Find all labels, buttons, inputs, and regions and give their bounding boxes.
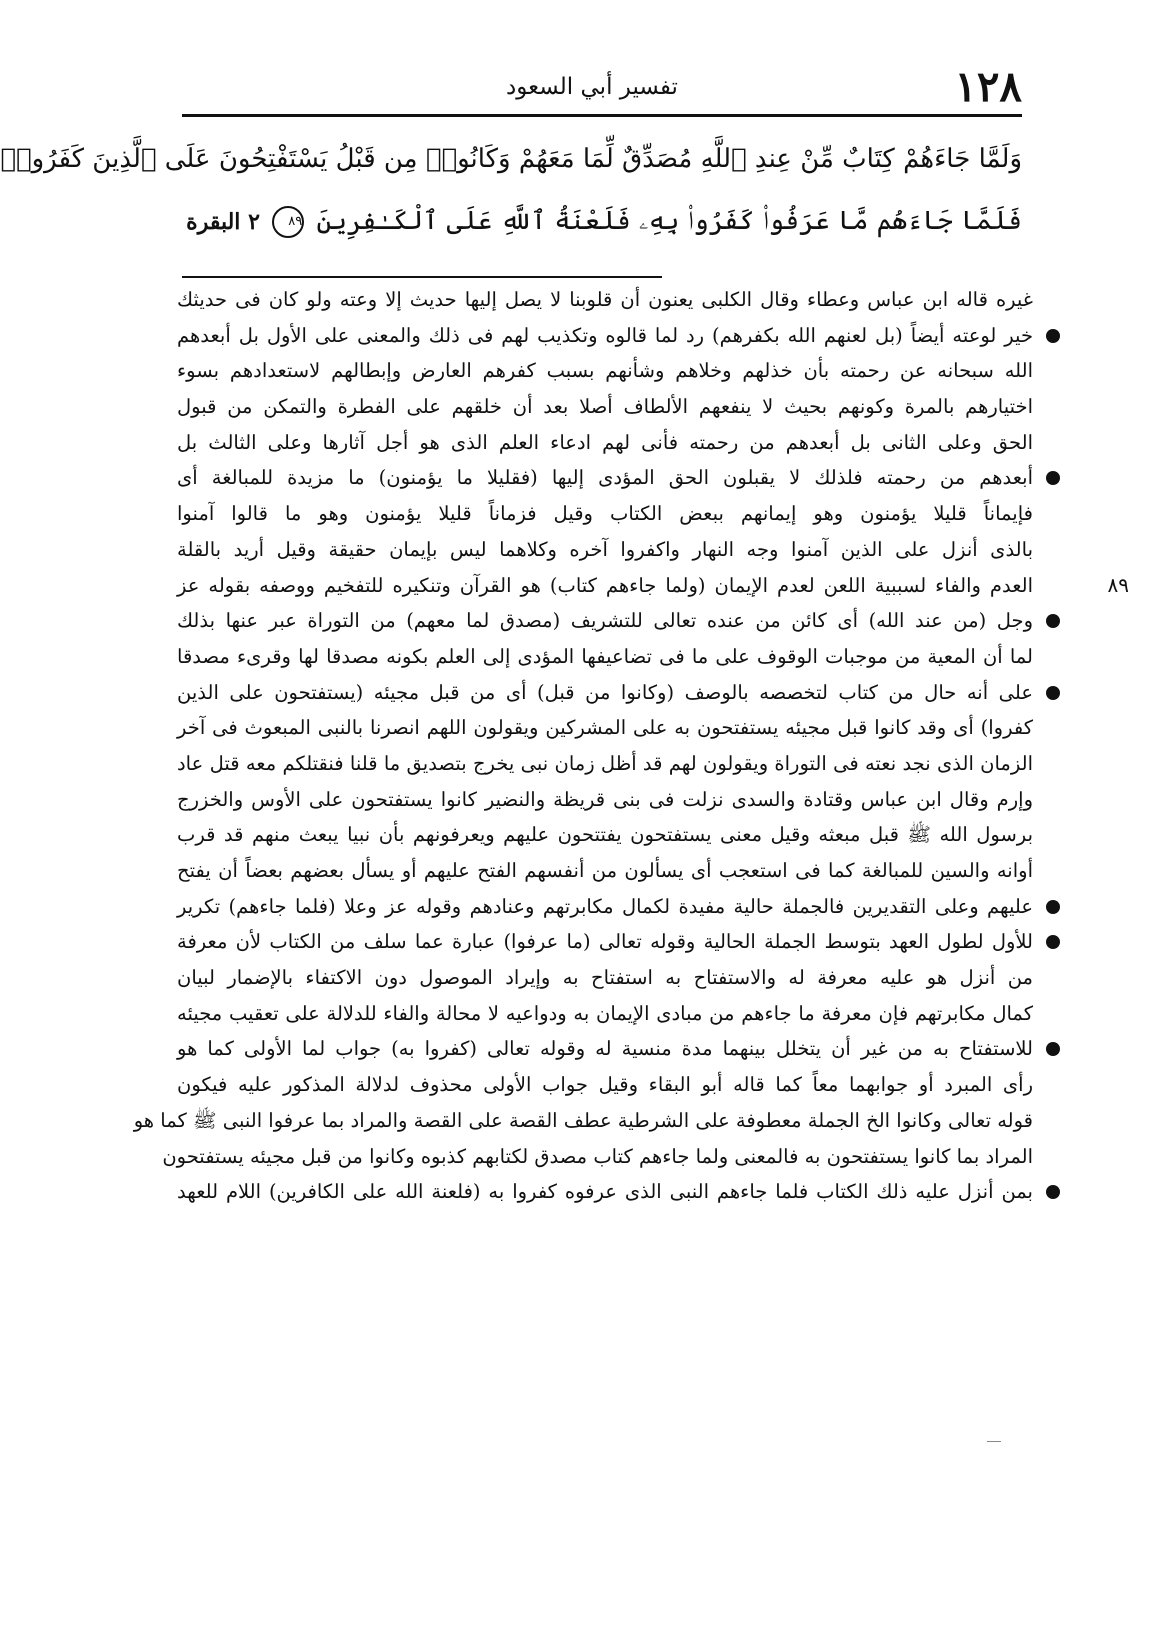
commentary-line — [177, 746, 1033, 782]
commentary-line-text: وإرم وقال ابن عباس وقتادة والسدى نزلت فى بنى قريظة والنضير كانوا يستفتحون على الأوس والخزرج — [177, 787, 1033, 811]
bullet-marker-icon — [1046, 614, 1060, 628]
page-number: ١٢٨ — [954, 62, 1022, 111]
commentary-line-text: كمال مكابرتهم فإن معرفة ما جاءهم من مبادى الإيمان به ودواعيه لا محالة والفاء للدلالة على تعقيب مجيئه — [177, 1001, 1033, 1025]
commentary-line — [177, 924, 1033, 960]
commentary-line-text: غيره قاله ابن عباس وعطاء وقال الكلبى يعنون أن قلوبنا لا يصل إليها حديث إلا وعته ولو كان فى حديثك — [177, 288, 1033, 311]
verse-line-2 — [182, 190, 1022, 252]
commentary-line-text: برسول الله ﷺ قبل مبعثه وقيل معنى يستفتحون يفتتحون عليهم ويعرفونهم بأن نبيا يبعث منهم قد قرب — [177, 823, 1033, 847]
header-rule — [182, 114, 1022, 117]
commentary-line-text: لما أن المعية من موجبات الوقوف على ما فى تضاعيفها المؤدى إلى العلم بكونه مصدقا لها وقرىء مصدقا — [177, 644, 1033, 668]
commentary-line — [133, 1103, 1033, 1139]
bullet-marker-icon — [1046, 1185, 1060, 1199]
bullet-marker-icon — [1046, 686, 1060, 700]
commentary-line-text: للأول لطول العهد بتوسط الجملة الحالية وقوله تعالى (ما عرفوا) عبارة عما سلف من الكتاب لأن معرفة — [177, 930, 1033, 954]
commentary-line — [177, 1067, 1033, 1103]
commentary-line-text: العدم والفاء لسببية اللعن لعدم الإيمان (ولما جاءهم كتاب) هو القرآن وتنكيره للتفخيم ووصفه بقوله عز — [177, 573, 1033, 597]
commentary-line-text: من أنزل هو عليه معرفة له والاستفتاح به استفتاح به وإيراد الموصول دون الاكتفاء بالإضمار لبيان — [177, 966, 1033, 990]
commentary-line — [177, 817, 1033, 853]
commentary-line — [177, 568, 1129, 604]
commentary-line — [177, 318, 1033, 354]
verse-line-1: وَلَمَّا جَاءَهُمْ كِتَابٌ مِّنْ عِندِ ٱللَّهِ مُصَدِّقٌ لِّمَا مَعَهُمْ وَكَانُوا۟ مِن قَبْلُ يَسْتَفْتِحُونَ عَلَى ٱلَّذِينَ كَفَرُوا۟ — [0, 144, 1022, 174]
commentary-line — [177, 425, 1033, 461]
commentary-line — [177, 1031, 1033, 1067]
commentary-line — [177, 496, 1033, 532]
commentary-line — [177, 996, 1033, 1032]
running-title: تفسير أبي السعود — [506, 74, 678, 100]
commentary-line-text: الزمان الذى نجد نعته فى التوراة ويقولون لهم قد أظل زمان نبى يخرج بتصديق ما قلنا فنقتلكم معه قتل عاد — [177, 751, 1033, 775]
margin-verse-number: ٨٩ — [1107, 572, 1129, 597]
section-rule — [182, 276, 662, 278]
commentary-line — [177, 1174, 1033, 1210]
commentary-line-text: رأى المبرد أو جوابهما معاً كما قاله أبو البقاء وقيل جواب الأولى محذوف لدلالة المذكور عليه فيكون — [177, 1073, 1033, 1097]
commentary-line — [177, 460, 1033, 496]
commentary-line — [177, 782, 1033, 818]
commentary-line-text: أوانه والسين للمبالغة كما فى استعجب أى يسألون من أنفسهم الفتح عليهم أو يسأل بعضهم بعضاً أن يفتح — [177, 859, 1033, 882]
commentary-line — [177, 889, 1033, 925]
quran-verse-block — [0, 128, 1022, 270]
verse-line-2-text: فَلَمَّا جَاءَهُم مَّا عَرَفُوا۟ كَفَرُوا۟ بِهِۦ فَلَعْنَةُ ٱللَّهِ عَلَى ٱلْكَـٰفِرِينَ — [316, 206, 1022, 236]
commentary-line — [177, 603, 1033, 639]
commentary-line — [177, 960, 1033, 996]
commentary-line-text: على أنه حال من كتاب لتخصصه بالوصف (وكانوا من قبل) أى من قبل مجيئه (يستفتحون على الذين — [177, 680, 1033, 704]
bullet-marker-icon — [1046, 935, 1060, 949]
commentary-line-text: وجل (من عند الله) أى كائن من عنده تعالى للتشريف (مصدق لما معهم) من التوراة عبر عنها بذلك — [177, 609, 1033, 633]
commentary-line — [177, 353, 1033, 389]
commentary-line — [162, 1139, 1033, 1175]
commentary-line — [177, 639, 1033, 675]
bottom-mark — [987, 1441, 1001, 1442]
commentary-line-text: خير لوعته أيضاً (بل لعنهم الله بكفرهم) رد لما قالوه وتكذيب لهم فى ذلك والمعنى على الأول بل أبعدهم — [177, 323, 1033, 347]
ayah-end-marker: ٨٩ — [272, 206, 304, 238]
commentary-line-text: الحق وعلى الثانى بل أبعدهم من رحمته فأنى لهم ادعاء العلم الذى هو أجل آثارها وعلى الثالث بل — [177, 430, 1033, 454]
bullet-marker-icon — [1046, 329, 1060, 343]
page-header — [162, 62, 1022, 112]
commentary-line-text: للاستفتاح به من غير أن يتخلل بينهما مدة منسية له وقوله تعالى (كفروا به) جواب لما الأولى كما هو — [177, 1037, 1033, 1061]
commentary-line — [177, 532, 1033, 568]
bullet-marker-icon — [1046, 1042, 1060, 1056]
commentary-line — [177, 710, 1033, 746]
commentary-line — [177, 389, 1033, 425]
surah-reference: ٢ البقرة — [186, 209, 260, 235]
commentary-line-text: أبعدهم من رحمته فلذلك لا يقبلون الحق المؤدى إليها (فقليلا ما يؤمنون) ما مزيدة للمبالغة أى — [177, 466, 1033, 490]
commentary-line-text: عليهم وعلى التقديرين فالجملة حالية مفيدة لكمال مكابرتهم وعنادهم وقوله عز وعلا (فلما جاءهم) تكرير — [177, 894, 1033, 918]
bullet-marker-icon — [1046, 900, 1060, 914]
commentary-line-text: بمن أنزل عليه ذلك الكتاب فلما جاءهم النبى الذى عرفوه كفروا به (فلعنة الله على الكافرين) اللام للعهد — [177, 1180, 1033, 1204]
commentary-body — [133, 282, 1129, 1210]
commentary-line-text: اختيارهم بالمرة وكونهم بحيث لا ينفعهم الألطاف أصلا بعد أن خلقهم على الفطرة والتمكن من قبول — [177, 395, 1033, 419]
commentary-line-text: بالذى أنزل على الذين آمنوا وجه النهار واكفروا آخره وكلاهما ليس بإيمان حقيقة وقيل أريد بالقلة — [177, 537, 1033, 561]
commentary-line-text: الله سبحانه عن رحمته بأن خذلهم وخلاهم وشأنهم بسبب كفرهم العارض وإبطالهم لاستعدادهم بسوء — [177, 359, 1033, 383]
commentary-line — [177, 282, 1033, 318]
commentary-line-text: فإيماناً قليلا يؤمنون وهو إيمانهم ببعض الكتاب وقيل فزماناً قليلا يؤمنون وهو ما قالوا آمنوا — [177, 502, 1033, 526]
commentary-line — [177, 853, 1033, 889]
commentary-line-text: المراد بما كانوا يستفتحون به فالمعنى ولما جاءهم كتاب مصدق لكتابهم كذبوه وكانوا من قبل مجيئه يستفتحون — [162, 1144, 1033, 1168]
bullet-marker-icon — [1046, 471, 1060, 485]
commentary-line-text: قوله تعالى وكانوا الخ الجملة معطوفة على الشرطية عطف القصة على القصة والمراد بما عرفوا النبى ﷺ كما هو — [133, 1108, 1033, 1132]
commentary-line-text: كفروا) أى وقد كانوا قبل مجيئه يستفتحون به على المشركين ويقولون اللهم انصرنا بالنبى المبعوث فى آخر — [177, 716, 1033, 740]
commentary-line — [177, 675, 1033, 711]
